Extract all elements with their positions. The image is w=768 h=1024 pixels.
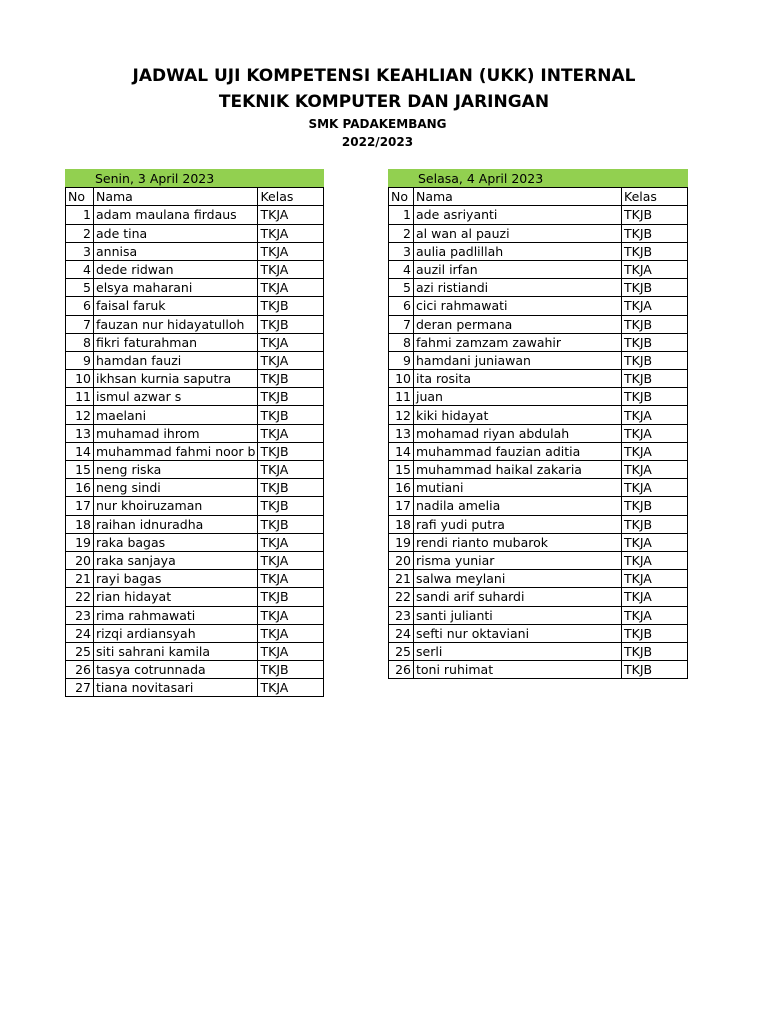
cell-nama: raka bagas [94,533,258,551]
cell-kelas: TKJA [258,679,324,697]
cell-nama: faisal faruk [94,297,258,315]
cell-kelas: TKJA [622,606,688,624]
document-title: JADWAL UJI KOMPETENSI KEAHLIAN (UKK) INTERNAL [132,66,636,86]
cell-kelas: TKJB [258,315,324,333]
cell-kelas: TKJA [622,551,688,569]
cell-kelas: TKJA [622,479,688,497]
cell-kelas: TKJA [622,461,688,479]
cell-kelas: TKJB [258,442,324,460]
cell-nama: santi julianti [414,606,622,624]
cell-kelas: TKJB [258,661,324,679]
cell-no: 15 [389,461,414,479]
cell-nama: neng sindi [94,479,258,497]
cell-no: 10 [66,370,94,388]
cell-nama: tasya cotrunnada [94,661,258,679]
cell-nama: fauzan nur hidayatulloh [94,315,258,333]
cell-nama: ismul azwar s [94,388,258,406]
cell-nama: elsya maharani [94,279,258,297]
cell-no: 9 [389,351,414,369]
table-row [66,297,324,315]
table-row [389,206,688,224]
cell-no: 10 [389,370,414,388]
cell-no: 24 [389,624,414,642]
cell-no: 8 [389,333,414,351]
table-row [389,351,688,369]
cell-nama: hamdan fauzi [94,351,258,369]
cell-kelas: TKJB [622,206,688,224]
cell-kelas: TKJB [622,497,688,515]
table-row [66,388,324,406]
cell-kelas: TKJA [622,533,688,551]
table-row [66,406,324,424]
cell-no: 17 [389,497,414,515]
cell-no: 20 [66,551,94,569]
cell-no: 26 [389,661,414,679]
cell-kelas: TKJA [258,333,324,351]
header-kelas: Kelas [622,188,688,206]
header-nama: Nama [94,188,258,206]
cell-kelas: TKJB [622,333,688,351]
table-row [389,224,688,242]
cell-kelas: TKJA [258,279,324,297]
table-row [389,260,688,278]
schedule-table-tuesday [388,169,688,679]
cell-nama: ikhsan kurnia saputra [94,370,258,388]
cell-kelas: TKJB [258,479,324,497]
cell-nama: risma yuniar [414,551,622,569]
cell-nama: rafi yudi putra [414,515,622,533]
table-row [66,442,324,460]
cell-no: 4 [389,260,414,278]
table-row [389,297,688,315]
cell-no: 23 [66,606,94,624]
cell-no: 16 [66,479,94,497]
cell-no: 25 [389,642,414,660]
table-row [389,370,688,388]
column-header-row [389,188,688,206]
cell-no: 3 [389,242,414,260]
cell-kelas: TKJA [258,424,324,442]
table-row [66,333,324,351]
table-row [66,533,324,551]
table-row [66,515,324,533]
cell-nama: mohamad riyan abdulah [414,424,622,442]
cell-no: 2 [389,224,414,242]
table-row [389,497,688,515]
header-no: No [389,188,414,206]
cell-nama: muhammad haikal zakaria [414,461,622,479]
day-header-row [389,170,688,188]
cell-nama: annisa [94,242,258,260]
school-year: 2022/2023 [341,135,414,149]
cell-nama: serli [414,642,622,660]
cell-kelas: TKJA [258,224,324,242]
table-row [66,679,324,697]
table-row [66,642,324,660]
cell-kelas: TKJA [622,424,688,442]
table-row [389,333,688,351]
cell-no: 11 [66,388,94,406]
cell-kelas: TKJB [622,351,688,369]
table-row [66,260,324,278]
cell-no: 1 [389,206,414,224]
table-row [389,242,688,260]
cell-kelas: TKJB [258,588,324,606]
table-row [66,479,324,497]
cell-kelas: TKJA [258,642,324,660]
cell-nama: maelani [94,406,258,424]
cell-no: 18 [66,515,94,533]
header-nama: Nama [414,188,622,206]
cell-nama: nur khoiruzaman [94,497,258,515]
cell-kelas: TKJB [622,224,688,242]
cell-kelas: TKJA [622,297,688,315]
table-row [389,442,688,460]
cell-no: 12 [66,406,94,424]
cell-no: 1 [66,206,94,224]
table-row [389,588,688,606]
cell-nama: nadila amelia [414,497,622,515]
cell-no: 7 [389,315,414,333]
day-header: Selasa, 4 April 2023 [389,170,688,188]
cell-nama: ade tina [94,224,258,242]
school-name: SMK PADAKEMBANG [308,117,447,131]
table-row [389,279,688,297]
cell-no: 4 [66,260,94,278]
cell-kelas: TKJB [258,515,324,533]
cell-nama: al wan al pauzi [414,224,622,242]
cell-nama: rayi bagas [94,570,258,588]
table-row [389,624,688,642]
cell-nama: kiki hidayat [414,406,622,424]
document-subtitle: TEKNIK KOMPUTER DAN JARINGAN [218,92,550,112]
table-row [389,606,688,624]
table-row [389,406,688,424]
cell-nama: fahmi zamzam zawahir [414,333,622,351]
cell-kelas: TKJB [258,497,324,515]
cell-nama: muhammad fahmi noor b [94,442,258,460]
cell-no: 19 [66,533,94,551]
cell-no: 11 [389,388,414,406]
cell-nama: muhammad fauzian aditia [414,442,622,460]
cell-nama: ade asriyanti [414,206,622,224]
cell-kelas: TKJA [622,442,688,460]
cell-nama: toni ruhimat [414,661,622,679]
cell-kelas: TKJB [622,279,688,297]
cell-nama: sefti nur oktaviani [414,624,622,642]
header-kelas: Kelas [258,188,324,206]
table-row [66,315,324,333]
cell-nama: salwa meylani [414,570,622,588]
cell-no: 3 [66,242,94,260]
cell-kelas: TKJA [258,461,324,479]
cell-nama: neng riska [94,461,258,479]
table-row [66,279,324,297]
cell-kelas: TKJB [622,624,688,642]
cell-no: 14 [389,442,414,460]
table-row [389,570,688,588]
cell-kelas: TKJA [622,260,688,278]
cell-nama: siti sahrani kamila [94,642,258,660]
cell-no: 5 [389,279,414,297]
cell-nama: hamdani juniawan [414,351,622,369]
cell-nama: fikri faturahman [94,333,258,351]
cell-nama: raka sanjaya [94,551,258,569]
cell-no: 13 [66,424,94,442]
cell-nama: tiana novitasari [94,679,258,697]
table-row [66,351,324,369]
table-row [66,461,324,479]
table-row [66,570,324,588]
schedule-table-monday [65,169,324,697]
cell-no: 9 [66,351,94,369]
cell-nama: sandi arif suhardi [414,588,622,606]
cell-kelas: TKJA [622,588,688,606]
table-row [66,370,324,388]
table-row [389,479,688,497]
cell-no: 18 [389,515,414,533]
cell-nama: cici rahmawati [414,297,622,315]
cell-kelas: TKJA [258,242,324,260]
table-row [389,533,688,551]
cell-kelas: TKJA [258,570,324,588]
table-row [389,315,688,333]
cell-kelas: TKJA [258,624,324,642]
table-row [66,624,324,642]
cell-kelas: TKJB [258,370,324,388]
cell-no: 22 [66,588,94,606]
cell-kelas: TKJB [622,370,688,388]
cell-nama: mutiani [414,479,622,497]
cell-kelas: TKJA [258,206,324,224]
table-row [389,642,688,660]
cell-kelas: TKJB [258,297,324,315]
cell-no: 7 [66,315,94,333]
table-row [66,588,324,606]
cell-nama: juan [414,388,622,406]
table-row [66,497,324,515]
cell-no: 14 [66,442,94,460]
cell-no: 6 [389,297,414,315]
cell-no: 16 [389,479,414,497]
day-header-row [66,170,324,188]
cell-no: 13 [389,424,414,442]
cell-kelas: TKJA [258,533,324,551]
cell-no: 19 [389,533,414,551]
cell-nama: deran permana [414,315,622,333]
cell-kelas: TKJA [622,570,688,588]
cell-no: 15 [66,461,94,479]
cell-no: 17 [66,497,94,515]
cell-no: 21 [389,570,414,588]
cell-nama: rian hidayat [94,588,258,606]
cell-kelas: TKJB [622,661,688,679]
table-row [389,515,688,533]
table-row [389,461,688,479]
cell-kelas: TKJB [622,515,688,533]
cell-no: 22 [389,588,414,606]
cell-kelas: TKJA [622,406,688,424]
cell-kelas: TKJA [258,260,324,278]
cell-nama: aulia padlillah [414,242,622,260]
table-row [389,551,688,569]
table-row [66,224,324,242]
header-no: No [66,188,94,206]
cell-no: 26 [66,661,94,679]
cell-nama: ita rosita [414,370,622,388]
cell-nama: azi ristiandi [414,279,622,297]
table-row [66,424,324,442]
table-row [389,424,688,442]
cell-nama: muhamad ihrom [94,424,258,442]
cell-nama: raihan idnuradha [94,515,258,533]
cell-no: 2 [66,224,94,242]
cell-nama: rizqi ardiansyah [94,624,258,642]
cell-no: 20 [389,551,414,569]
cell-kelas: TKJB [622,242,688,260]
cell-nama: auzil irfan [414,260,622,278]
cell-no: 5 [66,279,94,297]
cell-kelas: TKJB [258,388,324,406]
cell-no: 23 [389,606,414,624]
cell-kelas: TKJB [258,406,324,424]
cell-nama: rima rahmawati [94,606,258,624]
cell-nama: dede ridwan [94,260,258,278]
cell-nama: rendi rianto mubarok [414,533,622,551]
cell-kelas: TKJA [258,351,324,369]
cell-no: 27 [66,679,94,697]
table-row [389,388,688,406]
cell-kelas: TKJB [622,315,688,333]
cell-nama: adam maulana firdaus [94,206,258,224]
cell-no: 25 [66,642,94,660]
cell-kelas: TKJB [622,642,688,660]
cell-kelas: TKJB [622,388,688,406]
table-row [66,606,324,624]
cell-no: 24 [66,624,94,642]
cell-no: 8 [66,333,94,351]
cell-kelas: TKJA [258,606,324,624]
table-row [66,206,324,224]
table-row [66,551,324,569]
column-header-row [66,188,324,206]
table-row [389,661,688,679]
cell-kelas: TKJA [258,551,324,569]
table-row [66,661,324,679]
day-header: Senin, 3 April 2023 [66,170,324,188]
cell-no: 6 [66,297,94,315]
cell-no: 21 [66,570,94,588]
cell-no: 12 [389,406,414,424]
table-row [66,242,324,260]
